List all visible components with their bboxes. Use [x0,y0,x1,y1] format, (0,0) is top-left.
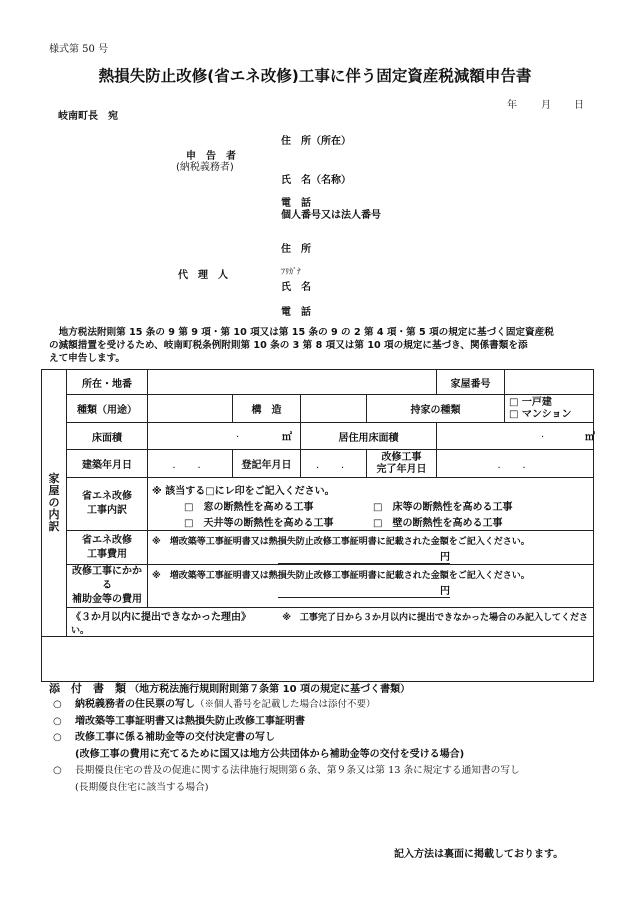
addressee: 岐南町長 宛 [58,111,118,122]
intro-line: の減額措置を受けるため、岐南町税条例附則第 10 条の 3 第 8 項又は第 10 項の規定に基づき、関係書類を添 [49,340,528,351]
attachments-heading: 添 付 書 類 （地方税法施行規則附則第７条第 10 項の規定に基づく書類） [49,682,411,695]
intro-paragraph [49,326,554,365]
built-date-label: 建築年月日 [67,450,148,478]
option-ceiling-insulation[interactable]: □ 天井等の断熱性を高める工事 [184,518,334,529]
eco-cost-input[interactable] [148,531,594,565]
declarant-sublabel: (納税義務者) [176,162,234,173]
location-input[interactable] [148,370,437,395]
residential-area-input[interactable]: . ㎡ [437,423,594,450]
option-wall-insulation[interactable]: □ 壁の断熱性を高める工事 [373,518,503,529]
declarant-name-label: 氏 名（名称） [281,175,351,186]
owned-type-options[interactable] [505,395,594,423]
date-day: 日 [574,100,584,111]
subsidy-input[interactable] [148,565,594,608]
late-reason-input[interactable] [42,637,594,682]
eco-note: ※ 該当する□にレ印をご記入ください。 [152,486,335,497]
attachment-item: (改修工事の費用に充てるために国又は地方公共団体から補助金等の交付を受ける場合) [75,748,465,760]
attachment-item: ○ 改修工事に係る補助金等の交付決定書の写し [53,732,275,743]
option-window-insulation[interactable]: □ 窓の断熱性を高める工事 [184,502,314,513]
eco-cost-yen: 円 [278,548,450,564]
built-date-input[interactable]: ． ． [148,450,233,478]
subsidy-yen: 円 [278,582,450,598]
declarant-phone-label: 電 話 [281,198,311,209]
late-reason-header [67,608,594,637]
attachments-list [53,697,520,796]
attachments-heading-note: （地方税法施行規則附則第７条第 10 項の規定に基づく書類） [129,684,411,695]
eco-cost-label: 省エネ改修 工事費用 [67,531,148,565]
eco-cost-note: ※ 増改築等工事証明書又は熱損失防止改修工事証明書に記載された金額をご記入ください。 [152,537,530,547]
owned-type-label: 持家の種類 [367,395,505,423]
option-floor-insulation[interactable]: □ 床等の断熱性を高める工事 [373,502,513,513]
eco-content-options [148,478,594,531]
subsidy-label: 改修工事にかかる 補助金等の費用 [67,565,148,608]
option-detached[interactable]: □ 一戸建 [509,396,552,408]
declarant-label: 申 告 者 [186,151,236,162]
agent-name-label: 氏 名 [281,282,311,293]
footer-note: 記入方法は裏面に掲載しております。 [394,849,564,860]
structure-input[interactable] [301,395,367,423]
registered-date-input[interactable]: ． ． [301,450,367,478]
attachment-item: ○ 納税義務者の住民票の写し（※個人番号を記載した場合は添付不要） [53,699,376,710]
house-details-table [41,369,594,682]
intro-line: えて申告します。 [49,353,125,364]
attachment-item: ○ 増改築等工事証明書又は熱損失防止改修工事証明書 [53,715,305,727]
subsidy-note: ※ 増改築等工事証明書又は熱損失防止改修工事証明書に記載された金額をご記入ください。 [152,571,530,581]
structure-label: 構 造 [233,395,301,423]
floor-area-label: 床面積 [67,423,148,450]
page-title: 熱損失防止改修(省エネ改修)工事に伴う固定資産税減額申告書 [98,67,532,85]
agent-address-label: 住 所 [281,244,311,255]
declarant-id-label: 個人番号又は法人番号 [281,210,381,221]
date-year: 年 [507,100,517,111]
location-label: 所在・地番 [67,370,148,395]
late-reason-label: 《３か月以内に提出できなかった理由》 [71,612,251,623]
attachment-item: ○ 長期優良住宅の普及の促進に関する法律施行規則第６条、第９条又は第 13 条に規定する通知書の写し [53,765,520,776]
house-number-label: 家屋番号 [437,370,505,395]
floor-area-input[interactable]: . ㎡ [148,423,301,450]
residential-area-label: 居住用床面積 [301,423,437,450]
house-number-input[interactable] [505,370,594,395]
intro-line: 地方税法附則第 15 条の 9 第 9 項・第 10 項又は第 15 条の 9 の 2 第 4 項・第 5 項の規定に基づく固定資産税 [49,327,554,338]
declarant-address-label: 住 所（所在） [281,136,351,147]
renovation-done-label: 改修工事 完了年月日 [367,450,437,478]
date-month: 月 [541,100,551,111]
agent-label: 代 理 人 [178,270,228,281]
attachment-item: (長期優良住宅に該当する場合) [75,781,209,793]
option-condominium[interactable]: □ マンション [509,408,572,420]
late-reason-note: ※ 工事完了日から３か月以内に提出できなかった場合のみ記入してください。 [71,613,588,636]
renovation-done-input[interactable]: ． ． [437,450,594,478]
registered-date-label: 登記年月日 [233,450,301,478]
house-breakdown-side-label: 家 屋 の 内 訳 [42,370,67,637]
agent-furigana-label: ﾌﾘｶﾞﾅ [281,267,301,276]
usage-label: 種類（用途） [67,395,148,423]
form-number: 様式第 50 号 [49,44,109,55]
usage-input[interactable] [148,395,233,423]
eco-content-label: 省エネ改修 工事内訳 [67,478,148,531]
agent-phone-label: 電 話 [281,307,311,318]
